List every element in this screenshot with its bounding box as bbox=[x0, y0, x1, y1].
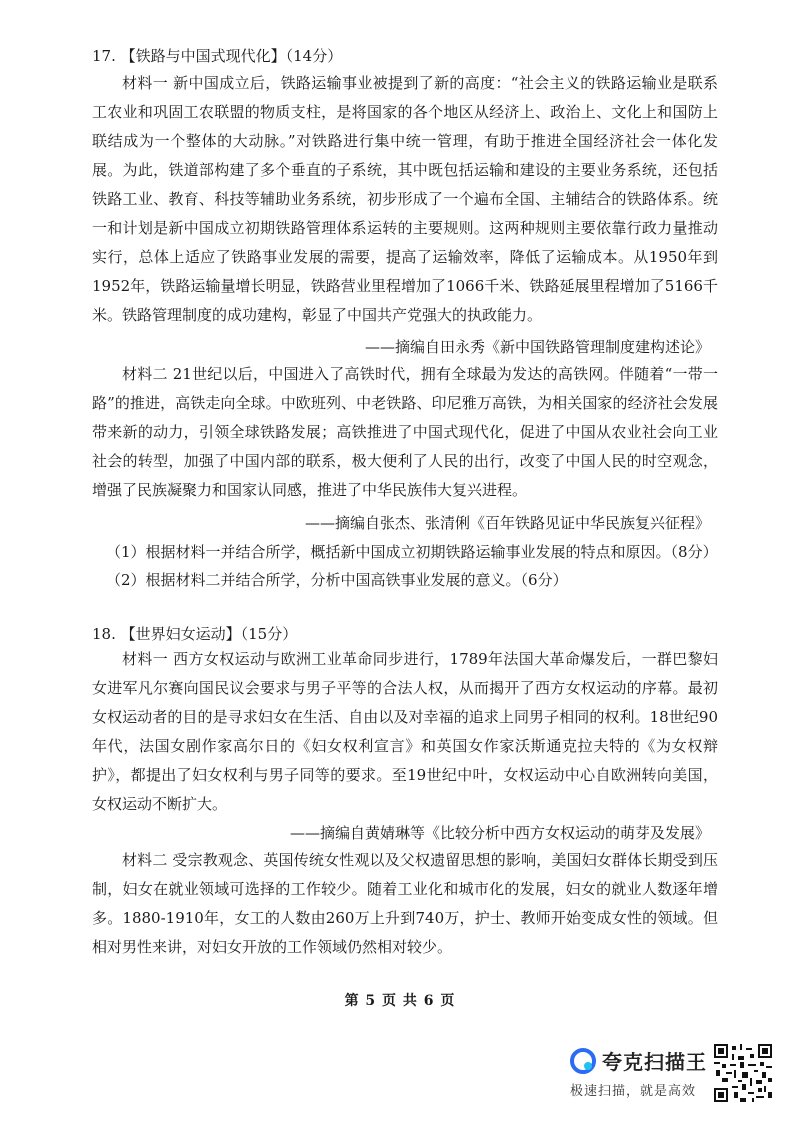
q17-material-1-source: ——摘编自田永秀《新中国铁路管理制度建构述论》 bbox=[364, 338, 710, 356]
page-footer: 第 5 页 共 6 页 bbox=[344, 993, 456, 1009]
quark-logo-icon bbox=[570, 1048, 596, 1074]
q17-material-2: 材料二 21世纪以后，中国进入了高铁时代，拥有全球最为发达的高铁网。伴随着“一带一路”的推进，高铁走向全球。中欧班列、中老铁路、印尼雅万高铁，为相关国家的经济社会发展带来新的动力，引领全球铁路发展；高铁推进了中国式现代化，促进了中国从农业社会向工业社会的转型，加强了中国内部的联系，极大便利了人民的出行，改变了中国人民的时空观念，增强了民族凝聚力和国家认同感，推进了中华民族伟大复兴进程。 bbox=[92, 365, 718, 499]
q17-subquestion-2: （2）根据材料二并结合所学，分析中国高铁事业发展的意义。（6分） bbox=[106, 571, 568, 589]
q17-material-2-source: ——摘编自张杰、张清俐《百年铁路见证中华民族复兴征程》 bbox=[304, 514, 710, 532]
watermark-app-name: 夸克扫描王 bbox=[602, 1050, 707, 1074]
scanner-watermark bbox=[560, 1040, 710, 1110]
q17-subquestion-1: （1）根据材料一并结合所学，概括新中国成立初期铁路运输事业发展的特点和原因。（8分） bbox=[106, 543, 718, 561]
question-18-title: 18. 【世界妇女运动】（15分） bbox=[92, 625, 298, 643]
q18-material-2: 材料二 受宗教观念、英国传统女性观以及父权遗留思想的影响，美国妇女群体长期受到压制，妇女在就业领域可选择的工作较少。随着工业化和城市化的发展，妇女的就业人数逐年增多。1880-1910年，女工的人数由260万上升到740万，护士、教师开始变成女性的领域。但相对男性来讲，对妇女开放的工作领域仍然相对较少。 bbox=[92, 851, 718, 956]
question-17-title: 17. 【铁路与中国式现代化】（14分） bbox=[92, 47, 343, 65]
q18-material-1-source: ——摘编自黄婧琳等《比较分析中西方女权运动的萌芽及发展》 bbox=[289, 824, 710, 842]
q17-material-1: 材料一 新中国成立后，铁路运输事业被提到了新的高度：“社会主义的铁路运输业是联系工农业和巩固工农联盟的物质支柱，是将国家的各个地区从经济上、政治上、文化上和国防上联结成为一个整体的大动脉。”对铁路进行集中统一管理，有助于推进全国经济社会一体化发展。为此，铁道部构建了多个垂直的子系统，其中既包括运输和建设的主要业务系统，还包括铁路工业、教育、科技等辅助业务系统，初步形成了一个遍布全国、主辅结合的铁路体系。统一和计划是新中国成立初期铁路管理体系运转的主要规则。这两种规则主要依靠行政力量推动实行，总体上适应了铁路事业发展的需要，提高了运输效率，降低了运输成本。从1950年到1952年，铁路运输量增长明显，铁路营业里程增加了1066千米、铁路延展里程增加了5166千米。铁路管理制度的成功建构，彰显了中国共产党强大的执政能力。 bbox=[92, 74, 718, 324]
qr-code-icon bbox=[714, 1044, 772, 1102]
q18-material-1: 材料一 西方女权运动与欧洲工业革命同步进行，1789年法国大革命爆发后，一群巴黎妇女进军凡尔赛向国民议会要求与男子平等的合法人权，从而揭开了西方女权运动的序幕。最初女权运动者的目的是寻求妇女在生活、自由以及对幸福的追求上同男子相同的权利。18世纪90年代，法国女剧作家高尔日的《妇女权利宣言》和英国女作家沃斯通克拉夫特的《为女权辩护》，都提出了妇女权利与男子同等的要求。至19世纪中叶，女权运动中心自欧洲转向美国，女权运动不断扩大。 bbox=[92, 650, 718, 813]
watermark-slogan: 极速扫描，就是高效 bbox=[570, 1084, 697, 1099]
